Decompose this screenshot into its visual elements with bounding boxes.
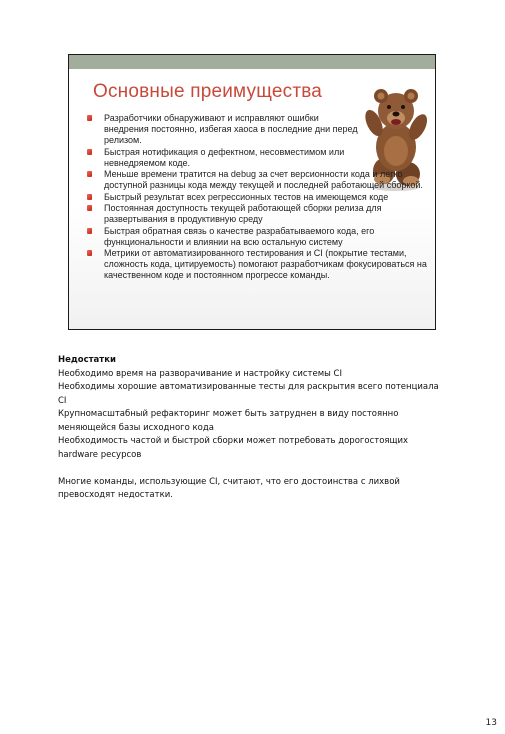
slide-top-bar	[69, 55, 435, 69]
bullet-item: Быстрая нотификация о дефектном, несовместимом или невнедряемом коде.	[85, 147, 429, 169]
bullet-marker	[87, 205, 92, 211]
bullet-marker	[87, 149, 92, 155]
bullet-item: Быстрая обратная связь о качестве разрабатываемого кода, его функциональности и влиянии на всю остальную систему	[85, 226, 429, 248]
bullet-item: Быстрый результат всех регрессионных тестов на имеющемся коде	[85, 192, 429, 203]
bullet-marker	[87, 171, 92, 177]
bullet-item: Разработчики обнаруживают и исправляют ошибки внедрения постоянно, избегая хаоса в последние дни перед релизом.	[85, 113, 429, 146]
bullet-item: Меньше времени тратится на debug за счет версионности кода и легко доступной разницы кода между текущей и последней работающей сборкой.	[85, 169, 429, 191]
bullet-marker	[87, 115, 92, 121]
slide-bullet-list	[85, 113, 429, 282]
slide-frame	[68, 54, 436, 330]
notes-heading: Недостатки	[58, 355, 116, 365]
slide-title: Основные преимущества	[93, 81, 323, 102]
bullet-marker	[87, 194, 92, 200]
page-number: 13	[485, 718, 497, 728]
speaker-notes	[58, 354, 448, 503]
notes-line: Необходимость частой и быстрой сборки может потребовать дорогостоящих hardware ресурсов	[58, 436, 409, 460]
bullet-item: Метрики от автоматизированного тестирования и CI (покрытие тестами, сложность кода, цитируемость) помогают разработчикам фокусироваться на качественном коде и постоянном прогрессе команды.	[85, 248, 429, 281]
notes-line: Крупномасштабный рефакторинг может быть затруднен в виду постоянно меняющейся базы исходного кода	[58, 409, 399, 433]
bullet-item: Постоянная доступность текущей работающей сборки релиза для развертывания в продуктивную среду	[85, 203, 429, 225]
notes-line: Необходимо время на разворачивание и настройку системы CI	[58, 368, 342, 379]
bullet-marker	[87, 250, 92, 256]
bullet-marker	[87, 228, 92, 234]
paragraph-gap	[58, 462, 448, 476]
notes-line: Необходимы хорошие автоматизированные тесты для раскрытия всего потенциала CI	[58, 382, 439, 406]
notes-conclusion: Многие команды, использующие CI, считают, что его достоинства с лихвой превосходят недостатки.	[58, 476, 400, 500]
